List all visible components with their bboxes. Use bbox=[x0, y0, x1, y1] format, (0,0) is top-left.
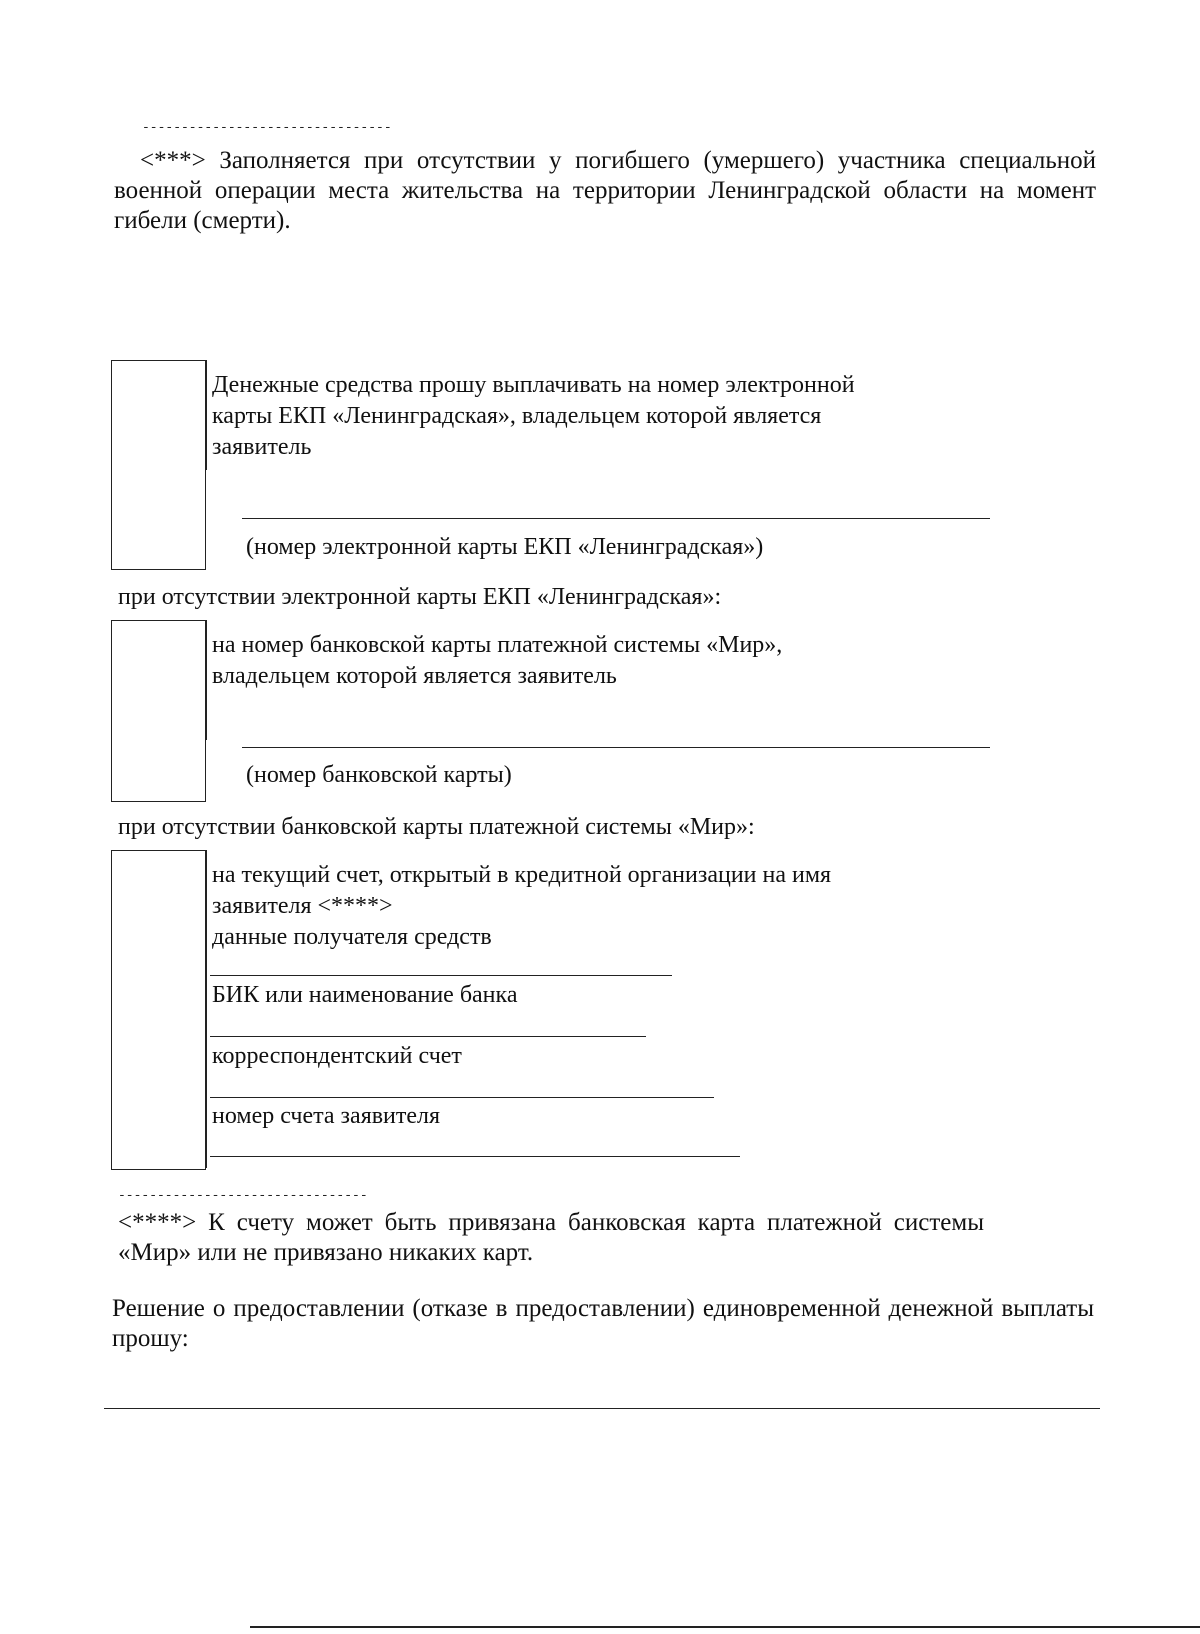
ekp-card-checkbox[interactable] bbox=[111, 360, 206, 570]
ekp-card-number-caption: (номер электронной карты ЕКП «Ленинградская») bbox=[246, 534, 764, 560]
box-divider bbox=[206, 850, 207, 1168]
mir-card-number-caption: (номер банковской карты) bbox=[246, 762, 512, 788]
footnote-separator: -------------------------------- bbox=[142, 120, 392, 135]
bik-label: БИК или наименование банка bbox=[212, 982, 518, 1008]
applicant-account-label: номер счета заявителя bbox=[212, 1103, 441, 1129]
bank-account-label-line-2: заявителя <****> bbox=[212, 893, 393, 919]
corr-account-field[interactable] bbox=[210, 1097, 714, 1098]
bank-account-checkbox[interactable] bbox=[111, 850, 206, 1170]
bank-account-label-line-1: на текущий счет, открытый в кредитной организации на имя bbox=[212, 862, 832, 888]
fallback-no-mir-label: при отсутствии банковской карты платежной системы «Мир»: bbox=[118, 814, 755, 840]
ekp-card-label-line-2: карты ЕКП «Ленинградская», владельцем которой является bbox=[212, 403, 822, 429]
ekp-card-number-field[interactable] bbox=[242, 518, 990, 519]
box-divider bbox=[206, 620, 207, 740]
page-bottom-rule bbox=[250, 1626, 1200, 1628]
ekp-card-label-line-1: Денежные средства прошу выплачивать на номер электронной bbox=[212, 372, 855, 398]
decision-text: Решение о предоставлении (отказе в предоставлении) единовременной денежной выплаты прошу: bbox=[112, 1295, 1094, 1352]
mir-card-checkbox[interactable] bbox=[111, 620, 206, 802]
footnote-3: <***> Заполняется при отсутствии у погибшего (умершего) участника специальной военной операции места жительства на территории Ленинградской области на момент гибели (смерти). bbox=[114, 147, 1096, 234]
mir-card-label-line-1: на номер банковской карты платежной системы «Мир», bbox=[212, 632, 783, 658]
box-divider bbox=[206, 360, 207, 470]
decision-field[interactable] bbox=[104, 1408, 1100, 1409]
mir-card-number-field[interactable] bbox=[242, 747, 990, 748]
mir-card-label-line-2: владельцем которой является заявитель bbox=[212, 663, 617, 689]
footnote-separator: -------------------------------- bbox=[118, 1188, 368, 1203]
ekp-card-label bbox=[212, 370, 972, 463]
bank-account-label-line-3: данные получателя средств bbox=[212, 924, 492, 950]
mir-card-label bbox=[212, 630, 972, 692]
corr-account-label: корреспондентский счет bbox=[212, 1043, 462, 1069]
recipient-data-field[interactable] bbox=[210, 975, 672, 976]
ekp-card-label-line-3: заявитель bbox=[212, 434, 312, 460]
applicant-account-field[interactable] bbox=[210, 1156, 740, 1157]
footnote-4: <****> К счету может быть привязана банковская карта платежной системы «Мир» или не привязано никаких карт. bbox=[118, 1209, 984, 1266]
fallback-no-ekp-label: при отсутствии электронной карты ЕКП «Ленинградская»: bbox=[118, 584, 722, 610]
bik-field[interactable] bbox=[210, 1036, 646, 1037]
bank-account-label bbox=[212, 860, 972, 953]
